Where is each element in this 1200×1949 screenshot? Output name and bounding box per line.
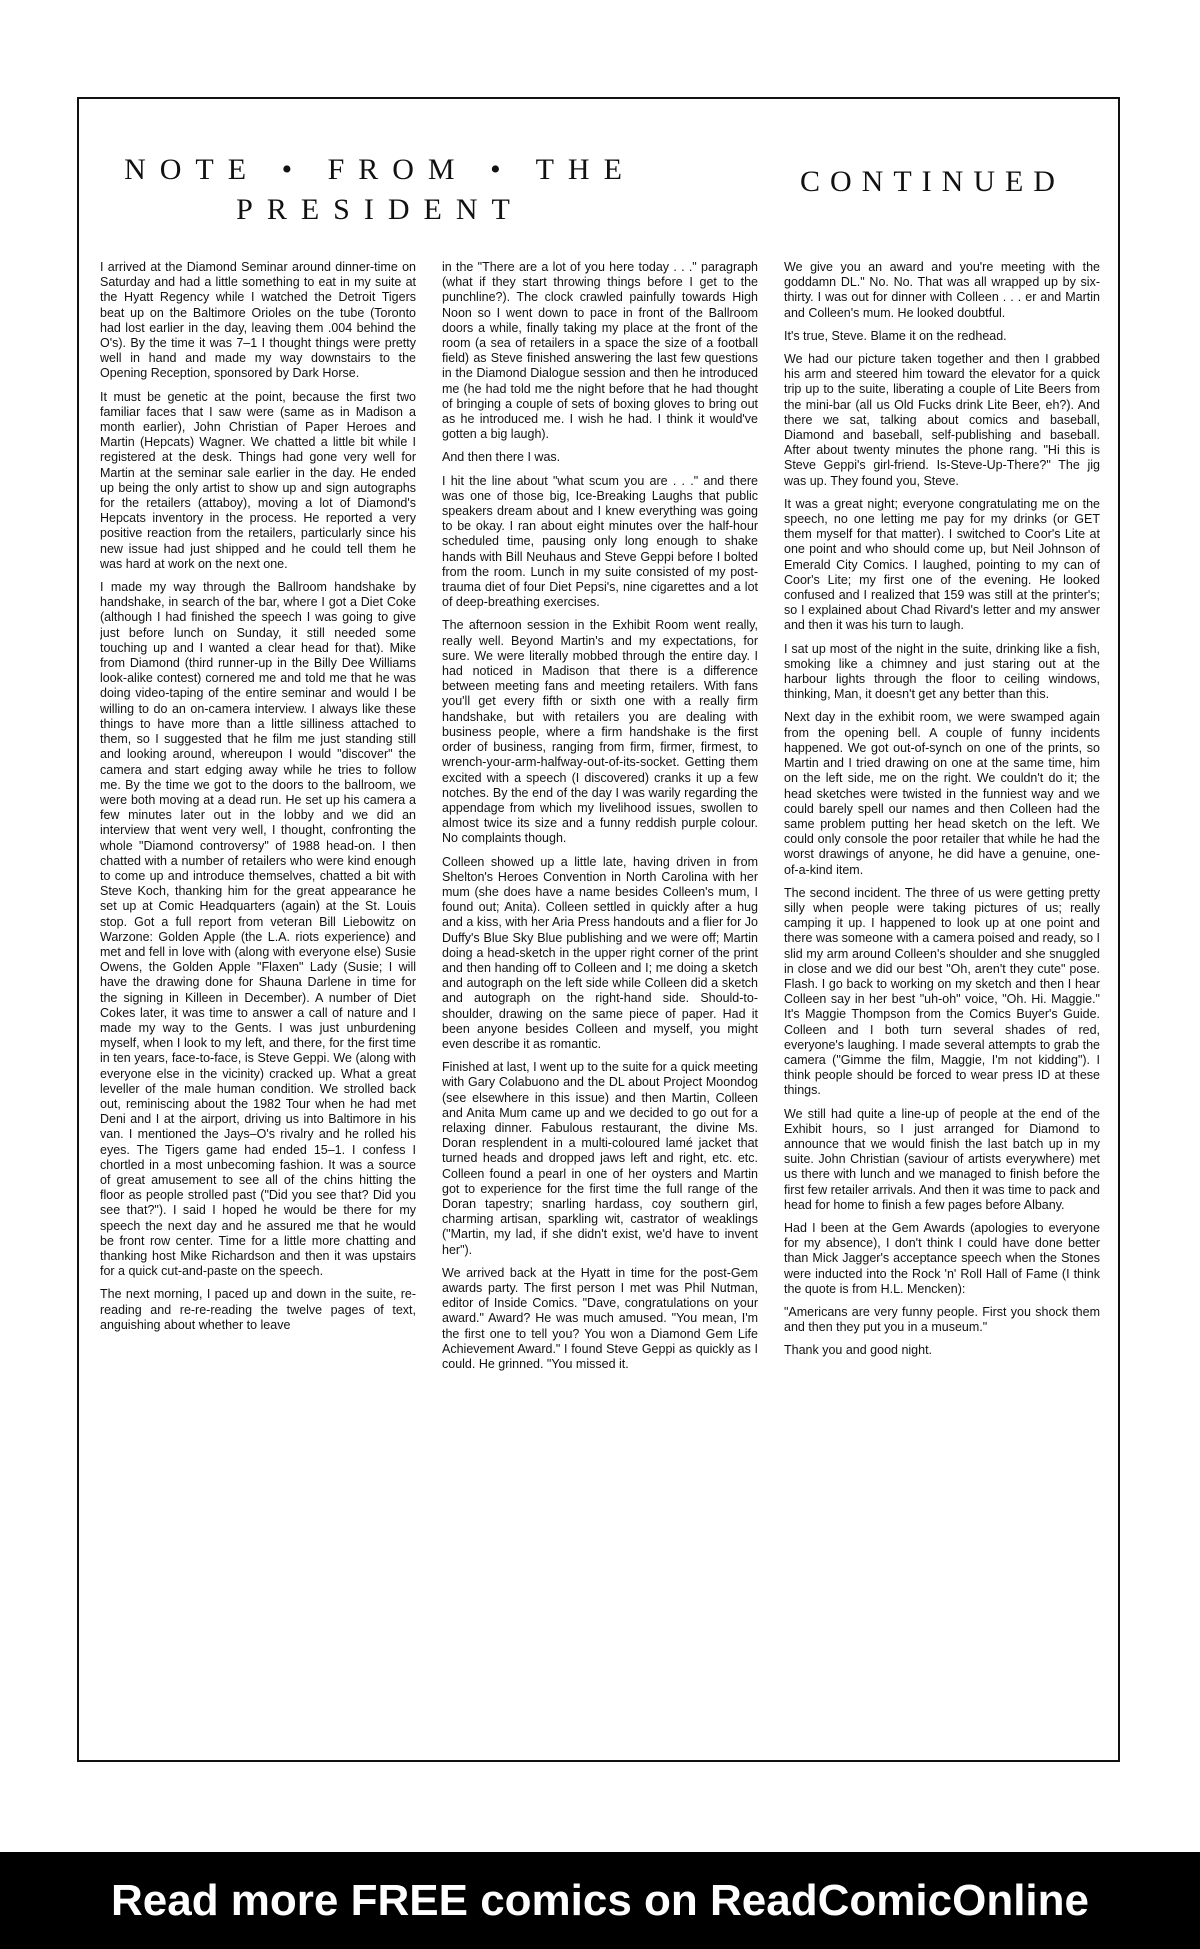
promo-banner[interactable]: [0, 1852, 1200, 1949]
paragraph: We give you an award and you're meeting with the goddamn DL." No. No. That was all wrapped up by six-thirty. I was out for dinner with Colleen . . . er and Martin and Colleen's mum. He looked doubtful.: [784, 260, 1100, 320]
continued-label: CONTINUED: [800, 165, 1065, 198]
title-line-2: PRESIDENT: [236, 193, 524, 226]
paragraph: Colleen showed up a little late, having driven in from Shelton's Heroes Convention in North Carolina with her mum (she does have a name besides Colleen's mum, I found out; Anita). Colleen settled in quickly after a hug and a kiss, with her Aria Press handouts and a flier for Jo Duffy's Blue Sky Blue publishing and we were off; Martin doing a head-sketch in the upper right corner of the print and then handing off to Colleen and I; me doing a sketch and autograph on the left side while Colleen did a sketch and autograph on the right-hand side. Should-to-shoulder, drawing on the same piece of paper. Had it been anyone besides Colleen and myself, you might even describe it as romantic.: [442, 854, 758, 1051]
column-1: [100, 260, 416, 1740]
paragraph: The next morning, I paced up and down in the suite, re-reading and re-re-reading the twelve pages of text, anguishing about whether to leave: [100, 1287, 416, 1332]
paragraph: I arrived at the Diamond Seminar around dinner-time on Saturday and had a little something to eat in my suite at the Hyatt Regency while I watched the Detroit Tigers beat up on the Baltimore Orioles on the tube (Toronto had lost earlier in the day, leaving them .004 behind the O's). By the time it was 7–1 I thought things were pretty well in hand and made my way downstairs to the Opening Reception, sponsored by Dark Horse.: [100, 260, 416, 381]
paragraph: The second incident. The three of us were getting pretty silly when people were taking pictures of us; really camping it up. I happened to look up at one point and there was someone with a camera poised and ready, so I slid my arm around Colleen's shoulder and she snuggled in close and we did our best "Oh, aren't they cute" pose. Flash. I go back to working on my sketch and then I hear Colleen say in her best "uh-oh" voice, "Oh. Hi. Maggie." It's Maggie Thompson from the Comics Buyer's Guide. Colleen and I both turn several shades of red, everyone's laughing. I made several attempts to grab the camera ("Gimme the film, Maggie, I'm not kidding"). I think people should be forced to wear press ID at these things.: [784, 885, 1100, 1098]
promo-banner-text: Read more FREE comics on ReadComicOnline: [110, 1875, 1089, 1925]
paragraph: I made my way through the Ballroom handshake by handshake, in search of the bar, where I got a Diet Coke (although I had finished the speech I was going to give just before lunch on Sunday, it still needed some touching up and I wanted a clear head for that). Mike from Diamond (third runner-up in the Billy Dee Williams look-alike contest) cornered me and told me that he was doing video-taping of the entire seminar and would I be willing to do an on-camera interview. I always like these things to have more than a little silliness attached to them, so I suggested that he film me just standing still and looking around, whereupon I would "discover" the camera and start edging away while he tries to follow me. By the time we got to the doors to the ballroom, we were both moving at a dead run. He set up his camera a few minutes later out in the lobby and we did an interview that went very well, I thought, confronting the whole "Diamond controversy" of 1988 head-on. I then chatted with a number of retailers who were kind enough to come up and introduce themselves, chatted a bit with Steve Koch, thanking him for the great appearance he set up at Comic Headquarters (again) at the St. Louis stop. Got a full report from veteran Bill Liebowitz on Warzone: Golden Apple (the L.A. riots experience) and met and fell in love with (along with everyone else) Susie Owens, the Golden Apple "Flaxen" Lady (Susie; I will have the drawing done for Shauna Darlene in time for the signing in Killeen in December). A number of Diet Cokes later, it was time to answer a call of nature and I made my way to the Gents. I was just unburdening myself, when I look to my left, and there, for the first time in ten years, face-to-face, is Steve Geppi. We (along with everyone else in the vicinity) cracked up. What a great leveller of the male human condition. We strolled back out, reminiscing about the 1982 Tour when he had met Deni and I at the airport, driving us into Baltimore in his van. I mentioned the Jays–O's rivalry and he rolled his eyes. The Tigers game had ended 15–1. I confess I chortled in a most unbecoming fashion. It was a source of great amusement to see all of the chins hitting the floor as people strolled past ("Did you see that? Did you see that?"). I said I hoped he would be there for my speech the next day and he assured me that he would be front row center. Time for a little more chatting and thanking host Mike Richardson and then it was upstairs for a quick cut-and-paste on the speech.: [100, 580, 416, 1279]
paragraph: It must be genetic at the point, because the first two familiar faces that I saw were (same as in Madison a month earlier), John Christian of Paper Heroes and Martin (Hepcats) Wagner. We chatted a little bit while I registered at the desk. Things had gone very well for Martin at the seminar sale earlier in the day. He ended up being the only artist to show up and sign autographs for the retailers (attaboy), moving a lot of Diamond's Hepcats inventory in the process. He reported a very positive reaction from the retailers, particularly since his new issue had just shipped and he could tell them he was hard at work on the next one.: [100, 389, 416, 571]
paragraph: I sat up most of the night in the suite, drinking like a fish, smoking like a chimney and just staring out at the harbour lights through the floor to ceiling windows, thinking, Man, it doesn't get any better than this.: [784, 641, 1100, 702]
paragraph: We arrived back at the Hyatt in time for the post-Gem awards party. The first person I met was Phil Nutman, editor of Inside Comics. "Dave, congratulations on your award." Award? He was much amused. "You mean, I'm the first one to tell you? You won a Diamond Gem Life Achievement Award." I found Steve Geppi as quickly as I could. He grinned. "You missed it.: [442, 1265, 758, 1372]
title-line-1: NOTE • FROM • THE: [124, 153, 636, 186]
paragraph: And then there I was.: [442, 450, 561, 465]
paragraph: in the "There are a lot of you here today . . ." paragraph (what if they start throwing things before I get to the punchline?). The clock crawled painfully towards High Noon so I went down to pace in front of the Ballroom doors a while, finally taking my place at the front of the room (a sea of retailers in a space the size of a football field) as Steve finished answering the last few questions in the Diamond Dialogue session and then he introduced me (he had told me the night before that he had thought of bringing a couple of sets of boxing gloves to bring out as he introduced me. I wish he had. I think it would've gotten a big laugh).: [442, 260, 758, 442]
paragraph: We had our picture taken together and then I grabbed his arm and steered him toward the elevator for a quick trip up to the suite, liberating a couple of Lite Beers from the mini-bar (all us Old Fucks drink Lite Beer, eh?). And there we sat, talking about comics and baseball, Diamond and baseball, self-publishing and baseball. After about twenty minutes the phone rang. "Hi this is Steve Geppi's girl-friend. Is-Steve-Up-There?" The jig was up. They found you, Steve.: [784, 352, 1100, 488]
paragraph: It was a great night; everyone congratulating me on the speech, no one letting me pay for my drinks (or GET them myself for that matter). I switched to Coor's Lite at one point and who should come up, but Neil Johnson of Emerald City Comics. I laughed, pointing to my can of Coor's Lite; my first one of the evening. He looked confused and I realized that 159 was still at the printer's; so I explained about Chad Rivard's letter and my answer and then it was his turn to laugh.: [784, 496, 1100, 633]
paragraph: The afternoon session in the Exhibit Room went really, really well. Beyond Martin's and my expectations, for sure. We were literally mobbed through the entire day. I had noticed in Madison that there is a difference between meeting fans and meeting retailers. With fans you'll get every fifth or sixth one with a really firm handshake, but with retailers you are dealing with business people, where a firm handshake is the first order of business, ranging from firm, firmer, firmest, to wrench-your-arm-halfway-out-of-its-socket. Getting them excited with a speech (I discovered) cranks it up a few notches. By the end of the day I was warily regarding the appendage from which my livelihood issues, swollen to almost twice its size and a funny reddish purple colour. No complaints though.: [442, 618, 758, 846]
column-3: [784, 260, 1100, 1740]
paragraph: "Americans are very funny people. First you shock them and then they put you in a museum.": [784, 1305, 1100, 1335]
paragraph: I hit the line about "what scum you are . . ." and there was one of those big, Ice-Breaking Laughs that public speakers dream about and I knew everything was going to be okay. I ran about eight minutes over the half-hour scheduled time, pausing only long enough to shake hands with Bill Neuhaus and Steve Geppi before I bolted from the room. Lunch in my suite consisted of my post-trauma diet of four Diet Pepsi's, nine cigarettes and a lot of deep-breathing exercises.: [442, 473, 758, 610]
column-2: [442, 260, 758, 1740]
article-body: [100, 260, 1100, 1740]
page-title: [100, 150, 660, 230]
paragraph: We still had quite a line-up of people at the end of the Exhibit hours, so I just arranged for Diamond to announce that we would finish the last batch up in my suite. John Christian (saviour of artists everywhere) met us there with lunch and we managed to finish before the first few retailer arrivals. And then it was time to pack and head for home to finish a few pages before Albany.: [784, 1106, 1100, 1212]
paragraph: Had I been at the Gem Awards (apologies to everyone for my absence), I don't think I could have done better than Mick Jagger's acceptance speech when the Stones were inducted into the Rock 'n' Roll Hall of Fame (I think the quote is from H.L. Mencken):: [784, 1220, 1100, 1296]
paragraph: Next day in the exhibit room, we were swamped again from the opening bell. A couple of funny incidents happened. We got out-of-synch on one of the prints, so Martin and I tried drawing on one at the same time, him on the left side, me on the right. We couldn't do it; the head sketches were twisted in the funniest way and we could barely spell our names and then Colleen had the same problem putting her head sketch on the left. We could only console the poor retailer that while he had the worst drawings of anyone, he did have a genuine, one-of-a-kind item.: [784, 710, 1100, 877]
paragraph: It's true, Steve. Blame it on the redhead.: [784, 328, 1007, 343]
paragraph: Finished at last, I went up to the suite for a quick meeting with Gary Colabuono and the DL about Project Moondog (see elsewhere in this issue) and then Martin, Colleen and Anita Mum came up and we decided to go out for a relaxing dinner. Fabulous restaurant, the divine Ms. Doran resplendent in a multi-coloured lamé jacket that turned heads and dropped jaws left and right, etc. etc. Colleen found a pearl in one of her oysters and Martin got to experience for the first time the full range of the Doran tapestry; snarling hardass, coy southern girl, charming artisan, sparkling wit, castrator of weaklings ("Martin, my lad, if she didn't exist, we'd have to invent her").: [442, 1060, 758, 1257]
paragraph: Thank you and good night.: [784, 1343, 933, 1358]
